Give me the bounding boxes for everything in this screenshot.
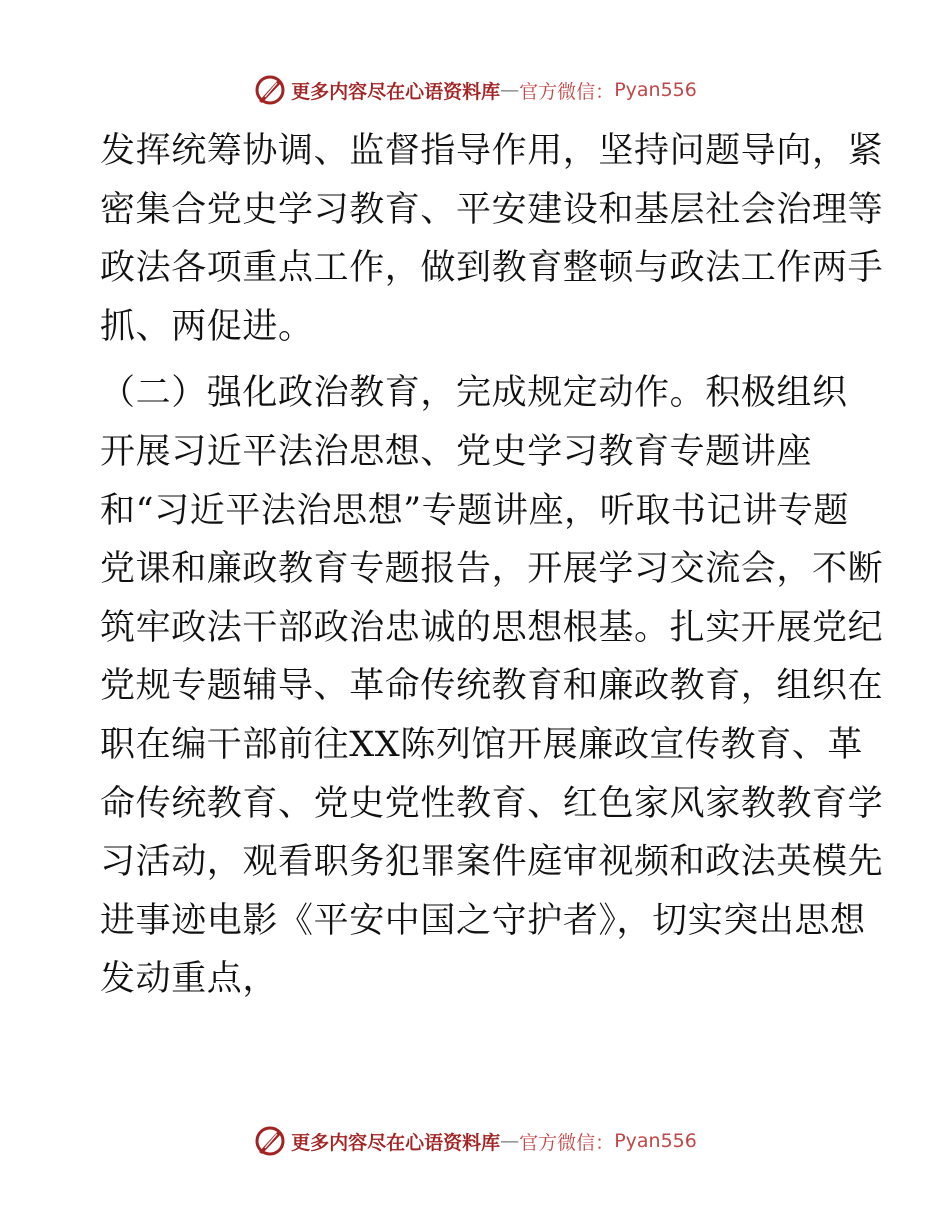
text-line: 职在编干部前往XX陈列馆开展廉政宣传教育、革 [100,724,864,765]
text-line: 党规专题辅导、革命传统教育和廉政教育，组织在 [100,666,884,707]
banner-main-text: 更多内容尽在心语资料库 [291,1131,501,1154]
text-line: 政法各项重点工作，做到教育整顿与政法工作两手 [100,248,884,289]
quill-logo-icon [253,1124,287,1158]
banner-sub-text: 官方微信： [519,80,615,103]
text-line: 开展习近平法治思想、党史学习教育专题讲座 [100,431,813,472]
text-line: 筑牢政法干部政治忠诚的思想根基。扎实开展党纪 [100,607,884,648]
text-line: 发动重点， [100,959,279,1000]
document-body [100,122,884,1009]
banner-sub-text: 官方微信： [519,1131,615,1154]
text-line: 密集合党史学习教育、平安建设和基层社会治理等 [100,189,884,230]
text-line: 党课和廉政教育专题报告，开展学习交流会，不断 [100,549,884,590]
text-line: 和“习近平法治思想”专题讲座，听取书记讲专题 [100,490,849,531]
text-line: 发挥统筹协调、监督指导作用，坚持问题导向，紧 [100,131,884,171]
text-line: 命传统教育、党史党性教育、红色家风家教教育学 [100,783,884,824]
banner-wechat-id: Pyan556 [614,79,697,101]
text-line: 进事迹电影《平安中国之守护者》，切实突出思想 [100,900,866,941]
banner-dash: — [500,79,520,101]
paragraph-2 [100,364,884,1009]
quill-logo-icon [253,73,287,107]
footer-watermark-banner [0,1121,950,1161]
text-line: 抓、两促进。 [100,306,314,347]
banner-dash: — [500,1130,520,1152]
text-line: （二）强化政治教育，完成规定动作。积极组织 [100,373,848,414]
paragraph-1 [100,122,884,356]
banner-main-text: 更多内容尽在心语资料库 [291,80,501,103]
header-watermark-banner [0,70,950,110]
banner-wechat-id: Pyan556 [614,1130,697,1152]
text-line: 习活动，观看职务犯罪案件庭审视频和政法英模先 [100,842,884,883]
